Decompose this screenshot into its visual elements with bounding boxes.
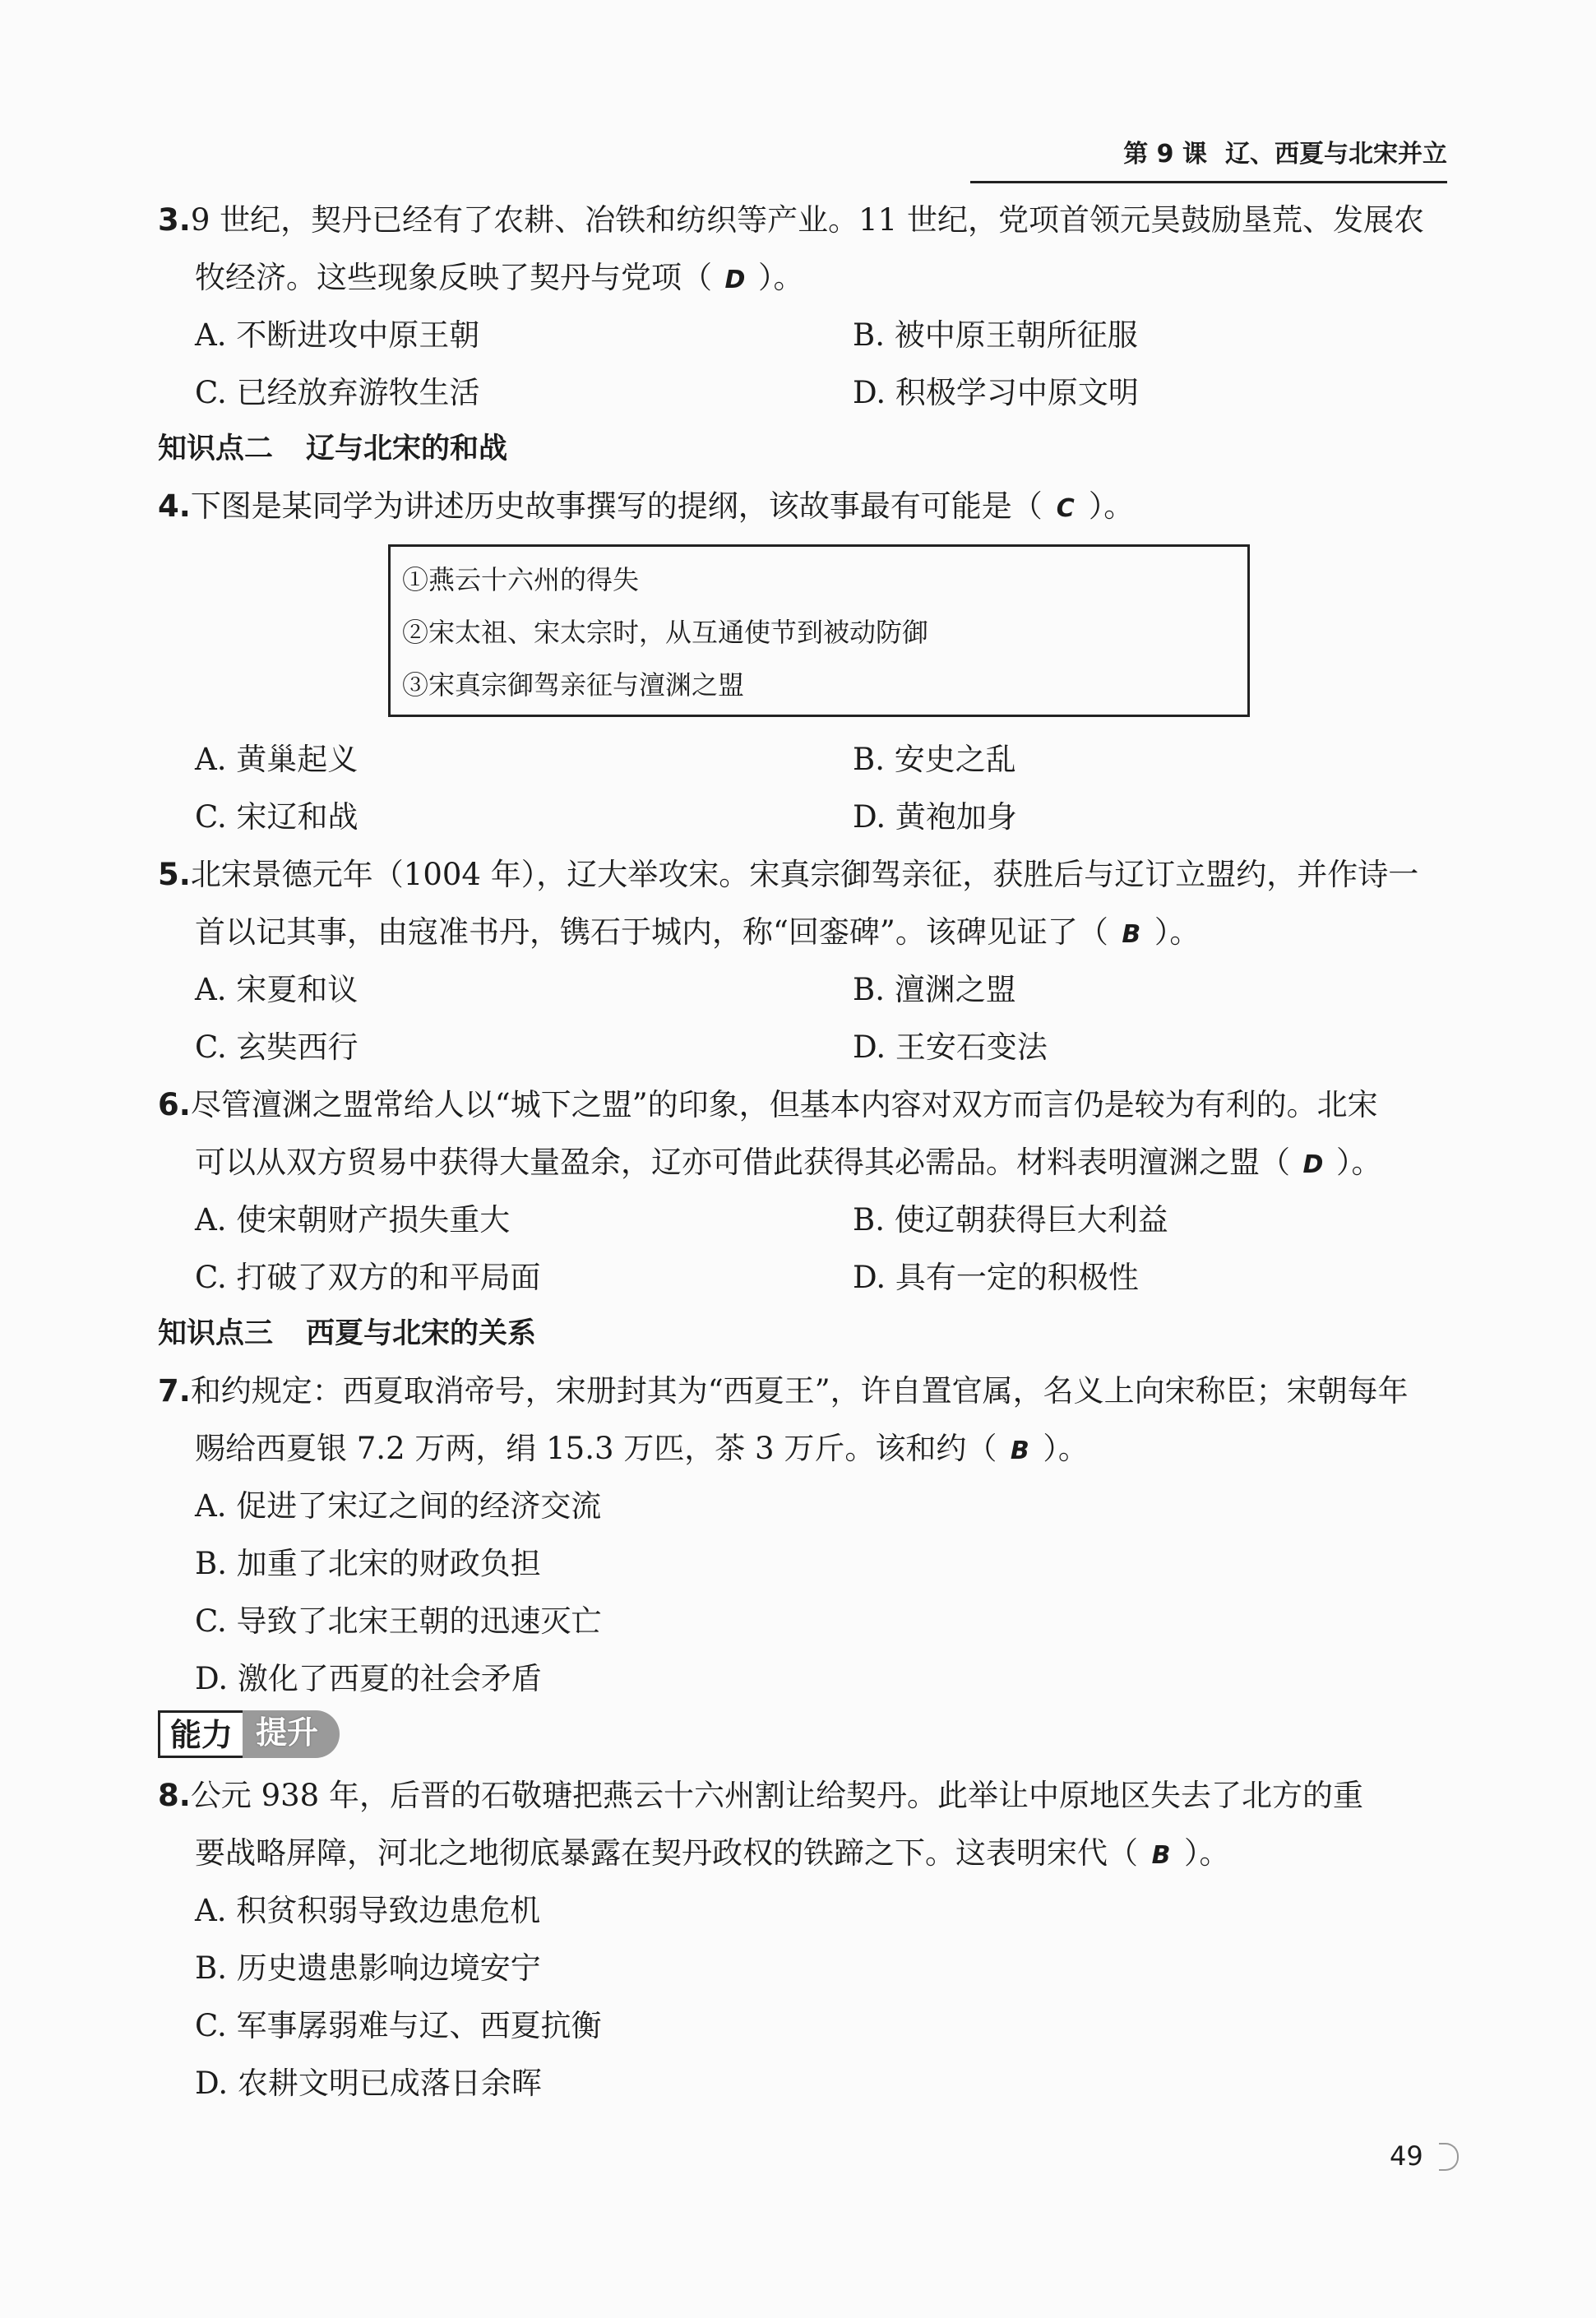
option-d: D. 王安石变法: [853, 1029, 1048, 1065]
handwritten-answer: C: [1056, 494, 1075, 523]
question-5-line-2: [195, 911, 1494, 956]
question-6-line-2: [195, 1141, 1494, 1187]
option-c: C. 打破了双方的和平局面: [195, 1260, 541, 1295]
option-a: A. 使宋朝财产损失重大: [195, 1202, 511, 1238]
option-d: D. 黄袍加身: [853, 799, 1017, 835]
question-text: 下图是某同学为讲述历史故事撰写的提纲，该故事最有可能是（: [190, 488, 1043, 524]
option-b: B. 被中原王朝所征服: [853, 317, 1138, 353]
option-a: A. 黄巢起义: [195, 742, 359, 777]
option-d: D. 农耕文明已成落日余晖: [195, 2066, 542, 2101]
question-number: 4.: [158, 488, 191, 524]
option-d: D. 具有一定的积极性: [853, 1260, 1139, 1295]
page-number: 49: [1390, 2138, 1423, 2174]
page-header: [970, 138, 1447, 183]
option-b: B. 使辽朝获得巨大利益: [853, 1202, 1168, 1238]
question-text: ）。: [1154, 914, 1200, 950]
question-number: 6.: [158, 1087, 191, 1122]
question-text: 尽管澶渊之盟常给人以“城下之盟”的印象，但基本内容对双方而言仍是较为有利的。北宋: [190, 1087, 1378, 1122]
option-a: A. 不断进攻中原王朝: [195, 317, 480, 353]
option-d: D. 激化了西夏的社会矛盾: [195, 1661, 542, 1696]
option-b: B. 历史遗患影响边境安宁: [195, 1950, 541, 1986]
question-text: 公元 938 年，后晋的石敬瑭把燕云十六州割让给契丹。此举让中原地区失去了北方的重: [190, 1778, 1363, 1813]
handwritten-answer: B: [1151, 1841, 1171, 1870]
question-3-line-2: [195, 257, 1494, 302]
banner-part-1: 能力: [158, 1710, 243, 1758]
section-heading: [158, 428, 507, 470]
handwritten-answer: D: [1302, 1150, 1324, 1179]
question-text: 赐给西夏银 7.2 万两，绢 15.3 万匹，茶 3 万斤。该和约（: [195, 1431, 997, 1466]
question-text: ）。: [1184, 1835, 1230, 1871]
question-text: 要战略屏障，河北之地彻底暴露在契丹政权的铁蹄之下。这表明宋代（: [195, 1835, 1138, 1871]
question-number: 8.: [158, 1778, 191, 1813]
question-number: 5.: [158, 857, 191, 892]
question-number: 3.: [158, 202, 191, 238]
question-text: 可以从双方贸易中获得大量盈余，辽亦可借此获得其必需品。材料表明澶渊之盟（: [195, 1145, 1290, 1180]
question-3-line-1: [158, 199, 1457, 242]
question-8-line-1: [158, 1774, 1457, 1817]
option-a: A. 积贫积弱导致边患危机: [195, 1893, 541, 1928]
ability-improvement-banner: [158, 1710, 340, 1758]
question-text: ）。: [1336, 1145, 1382, 1180]
question-text: ）。: [1043, 1431, 1089, 1466]
outline-item: ①燕云十六州的得失: [402, 564, 640, 595]
question-text: 牧经济。这些现象反映了契丹与党项（: [195, 260, 712, 295]
option-c: C. 已经放弃游牧生活: [195, 375, 480, 410]
section-title: 辽与北宋的和战: [306, 433, 508, 465]
option-c: C. 玄奘西行: [195, 1029, 359, 1065]
question-5-line-1: [158, 854, 1457, 896]
option-b: B. 安史之乱: [853, 742, 1016, 777]
option-b: B. 澶渊之盟: [853, 972, 1016, 1007]
outline-item: ③宋真宗御驾亲征与澶渊之盟: [402, 669, 745, 701]
question-4-line-1: [158, 485, 1457, 530]
outline-item: ②宋太祖、宋太宗时，从互通使节到被动防御: [402, 617, 929, 648]
question-6-line-1: [158, 1084, 1457, 1127]
option-d: D. 积极学习中原文明: [853, 375, 1139, 410]
option-b: B. 加重了北宋的财政负担: [195, 1546, 541, 1581]
section-title: 西夏与北宋的关系: [306, 1317, 537, 1350]
option-c: C. 宋辽和战: [195, 799, 359, 835]
section-heading: [158, 1312, 536, 1355]
option-a: A. 宋夏和议: [195, 972, 359, 1007]
handwritten-answer: B: [1122, 920, 1141, 949]
lesson-title: 辽、西夏与北宋并立: [1225, 140, 1447, 169]
story-outline-box: [388, 544, 1250, 717]
question-text: ）。: [1088, 488, 1135, 524]
lesson-number: 第 9 课: [1123, 140, 1207, 169]
question-7-line-1: [158, 1370, 1457, 1413]
question-text: 北宋景德元年（1004 年），辽大举攻宋。宋真宗御驾亲征，获胜后与辽订立盟约，并作诗一: [190, 857, 1419, 892]
handwritten-answer: D: [724, 266, 746, 294]
option-c: C. 军事孱弱难与辽、西夏抗衡: [195, 2008, 602, 2043]
question-text: 首以记其事，由寇准书丹，镌石于城内，称“回銮碑”。该碑见证了（: [195, 914, 1108, 950]
section-label: 知识点二: [158, 433, 274, 465]
option-c: C. 导致了北宋王朝的迅速灭亡: [195, 1603, 602, 1639]
question-text: 和约规定：西夏取消帝号，宋册封其为“西夏王”，许自置官属，名义上向宋称臣；宋朝每年: [190, 1373, 1409, 1409]
question-8-line-2: [195, 1832, 1494, 1877]
option-a: A. 促进了宋辽之间的经济交流: [195, 1488, 602, 1524]
handwritten-answer: B: [1010, 1437, 1029, 1465]
question-number: 7.: [158, 1373, 191, 1409]
banner-part-2: 提升: [243, 1710, 340, 1758]
section-label: 知识点三: [158, 1317, 274, 1350]
question-text: 9 世纪，契丹已经有了农耕、冶铁和纺织等产业。11 世纪，党项首领元昊鼓励垦荒、发展农: [190, 202, 1424, 238]
question-text: ）。: [758, 260, 804, 295]
question-7-line-2: [195, 1427, 1494, 1473]
